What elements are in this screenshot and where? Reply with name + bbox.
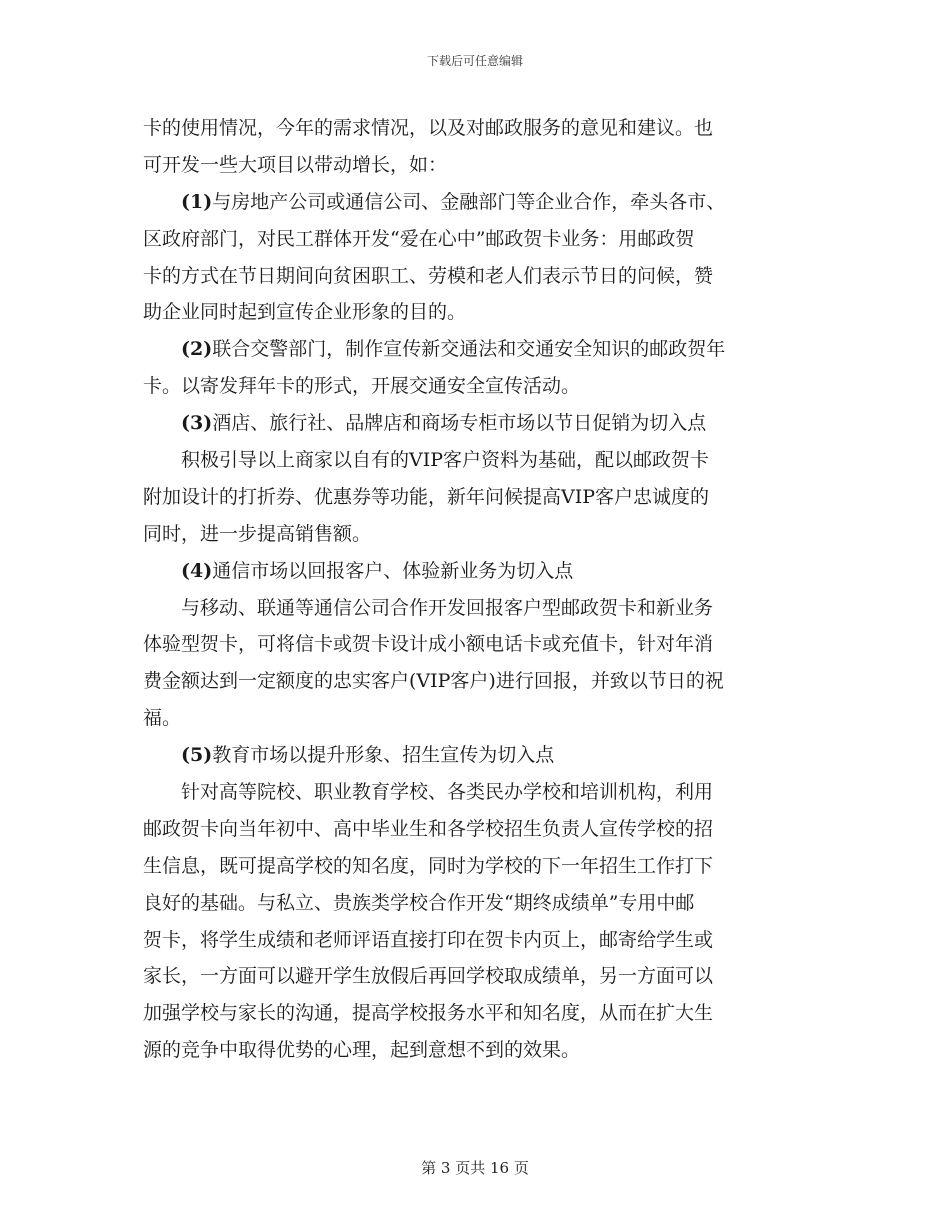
text-line	[143, 553, 811, 590]
text-line	[143, 995, 811, 1032]
text-line	[143, 516, 811, 553]
item-number: (1)	[181, 190, 213, 213]
text-line	[143, 1032, 811, 1069]
text-line	[143, 922, 811, 959]
line-text: 区政府部门，对民工群体开发“爱在心中”邮政贺卡业务：用邮政贺	[143, 227, 695, 250]
line-text: 卡的方式在节日期间向贫困职工、劳模和老人们表示节日的问候，赞	[143, 264, 714, 287]
text-line	[143, 294, 811, 331]
line-text: 邮政贺卡向当年初中、高中毕业生和各学校招生负责人宣传学校的招	[143, 817, 714, 840]
line-text: 卡。以寄发拜年卡的形式，开展交通安全宣传活动。	[143, 375, 581, 398]
text-line	[143, 110, 811, 147]
line-text: 教育市场以提升形象、招生宣传为切入点	[212, 744, 555, 767]
text-line	[143, 885, 811, 922]
item-number: (4)	[181, 559, 213, 582]
text-line	[143, 590, 811, 627]
text-line	[143, 442, 811, 479]
line-text: 费金额达到一定额度的忠实客户(VIP客户)进行回报，并致以节日的祝	[143, 670, 724, 693]
line-text: 生信息，既可提高学校的知名度，同时为学校的下一年招生工作打下	[143, 854, 714, 877]
line-text: 加强学校与家长的沟通，提高学校报务水平和知名度，从而在扩大生	[143, 1002, 714, 1025]
line-text: 家长，一方面可以避开学生放假后再回学校取成绩单，另一方面可以	[143, 965, 714, 988]
line-text: 与房地产公司或通信公司、金融部门等企业合作，牵头各市、	[212, 190, 726, 213]
body-text	[143, 110, 811, 1069]
line-text: 附加设计的打折券、优惠券等功能，新年问候提高VIP客户忠诚度的	[143, 485, 710, 508]
text-line	[143, 258, 811, 295]
line-text: 卡的使用情况，今年的需求情况，以及对邮政服务的意见和建议。也	[143, 117, 714, 139]
line-text: 贺卡，将学生成绩和老师评语直接打印在贺卡内页上，邮寄给学生或	[143, 928, 714, 951]
line-text: 福。	[143, 707, 182, 730]
page-header: 下载后可任意编辑	[426, 54, 523, 68]
line-text: 积极引导以上商家以自有的VIP客户资料为基础，配以邮政贺卡	[181, 449, 710, 472]
text-line	[143, 737, 811, 774]
text-line	[143, 626, 811, 663]
text-line	[143, 147, 811, 184]
text-line	[143, 848, 811, 885]
text-line	[143, 479, 811, 516]
line-text: 联合交警部门，制作宣传新交通法和交通安全知识的邮政贺年	[212, 338, 726, 361]
text-line	[143, 811, 811, 848]
line-text: 通信市场以回报客户、体验新业务为切入点	[212, 559, 574, 582]
line-text: 与移动、联通等通信公司合作开发回报客户型邮政贺卡和新业务	[181, 596, 714, 619]
line-text: 可开发一些大项目以带动增长，如：	[143, 153, 448, 176]
text-line	[143, 368, 811, 405]
page-footer: 第 3 页共 16 页	[421, 1159, 529, 1177]
line-text: 同时，进一步提高销售额。	[143, 522, 372, 545]
line-text: 助企业同时起到宣传企业形象的目的。	[143, 301, 467, 324]
text-line	[143, 774, 811, 811]
item-number: (5)	[181, 744, 213, 767]
text-line	[143, 663, 811, 700]
line-text: 良好的基础。与私立、贵族类学校合作开发“期终成绩单”专用中邮	[143, 891, 695, 914]
text-line	[143, 331, 811, 368]
line-text: 针对高等院校、职业教育学校、各类民办学校和培训机构，利用	[181, 781, 714, 804]
text-line	[143, 184, 811, 221]
text-line	[143, 221, 811, 258]
text-line	[143, 700, 811, 737]
line-text: 源的竞争中取得优势的心理，起到意想不到的效果。	[143, 1039, 581, 1062]
text-line	[143, 958, 811, 995]
line-text: 体验型贺卡，可将信卡或贺卡设计成小额电话卡或充值卡，针对年消	[143, 633, 714, 656]
text-line	[143, 405, 811, 442]
item-number: (3)	[181, 412, 213, 435]
item-number: (2)	[181, 338, 213, 361]
line-text: 酒店、旅行社、品牌店和商场专柜市场以节日促销为切入点	[212, 412, 707, 435]
